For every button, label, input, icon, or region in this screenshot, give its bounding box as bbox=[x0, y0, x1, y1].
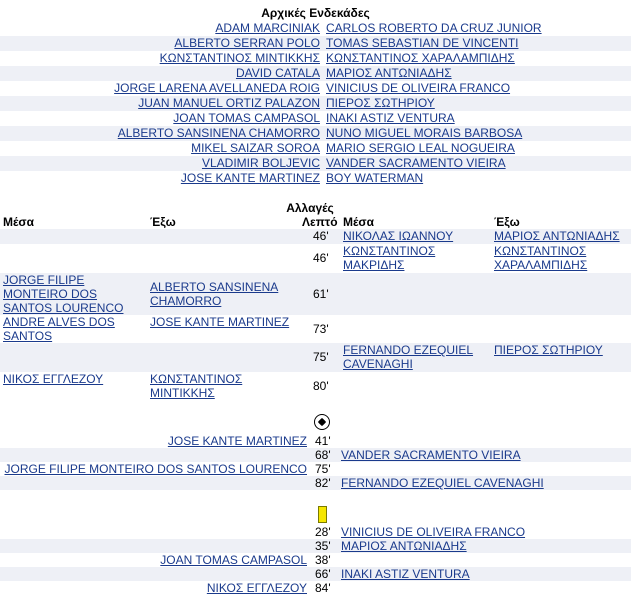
lineup-away-player[interactable]: ΜΑΡΙΟΣ ΑΝΤΩΝΙΑΔΗΣ bbox=[326, 66, 452, 80]
card-player-left[interactable]: JOAN TOMAS CAMPASOL bbox=[160, 553, 307, 567]
sub-out-right[interactable]: ΚΩΝΣΤΑΝΤΙΝΟΣ ΧΑΡΑΛΑΜΠΙΔΗΣ bbox=[494, 244, 588, 272]
subs-header-out-left: Έξω bbox=[150, 215, 176, 229]
card-minute: 66' bbox=[315, 567, 331, 581]
lineup-away-player[interactable]: ΚΩΝΣΤΑΝΤΙΝΟΣ ΧΑΡΑΛΑΜΠΙΔΗΣ bbox=[326, 51, 515, 65]
card-player-right[interactable]: ΜΑΡΙΟΣ ΑΝΤΩΝΙΑΔΗΣ bbox=[341, 539, 467, 553]
subs-header-out-right: Έξω bbox=[494, 215, 520, 229]
sub-out-right[interactable]: ΠΙΕΡΟΣ ΣΩΤΗΡΙΟΥ bbox=[494, 343, 603, 357]
card-minute: 84' bbox=[315, 581, 331, 595]
lineup-home-player[interactable]: JOSE KANTE MARTINEZ bbox=[180, 171, 320, 185]
lineup-home-player[interactable]: VLADIMIR BOLJEVIC bbox=[201, 156, 320, 170]
lineup-home-player[interactable]: ADAM MARCINIAK bbox=[215, 21, 320, 35]
card-minute: 35' bbox=[315, 539, 331, 553]
lineup-away-player[interactable]: VANDER SACRAMENTO VIEIRA bbox=[326, 156, 506, 170]
sub-in-right[interactable]: ΝΙΚΟΛΑΣ ΙΩΑΝΝΟΥ bbox=[343, 229, 454, 243]
sub-minute: 75' bbox=[313, 350, 329, 364]
sub-out-left[interactable]: ΚΩΝΣΤΑΝΤΙΝΟΣ ΜΙΝΤΙΚΚΗΣ bbox=[150, 372, 243, 400]
lineup-home-player[interactable]: JORGE LARENA AVELLANEDA ROIG bbox=[114, 81, 320, 95]
lineup-home-player[interactable]: MIKEL SAIZAR SOROA bbox=[191, 141, 320, 155]
goal-player-right[interactable]: FERNANDO EZEQUIEL CAVENAGHI bbox=[341, 476, 544, 490]
sub-in-left[interactable]: ANDRE ALVES DOS SANTOS bbox=[3, 315, 115, 343]
goal-player-left[interactable]: JOSE KANTE MARTINEZ bbox=[167, 434, 307, 448]
football-icon bbox=[314, 414, 330, 430]
card-minute: 38' bbox=[315, 553, 331, 567]
subs-header-in-left: Μέσα bbox=[3, 215, 34, 229]
sub-minute: 46' bbox=[313, 229, 329, 243]
lineup-away-player[interactable]: BOY WATERMAN bbox=[326, 171, 424, 185]
lineup-away-player[interactable]: TOMAS SEBASTIAN DE VINCENTI bbox=[326, 36, 519, 50]
yellow-card-icon bbox=[318, 506, 327, 523]
sub-minute: 61' bbox=[313, 286, 329, 301]
sub-out-left[interactable]: ALBERTO SANSINENA CHAMORRO bbox=[150, 280, 279, 308]
lineup-away-player[interactable]: MARIO SERGIO LEAL NOGUEIRA bbox=[326, 141, 515, 155]
subs-header-in-right: Μέσα bbox=[343, 215, 374, 229]
card-player-left[interactable]: ΝΙΚΟΣ ΕΓΓΛΕΖΟΥ bbox=[206, 581, 307, 595]
sub-in-left[interactable]: ΝΙΚΟΣ ΕΓΓΛΕΖΟΥ bbox=[3, 372, 104, 386]
card-player-right[interactable]: VINICIUS DE OLIVEIRA FRANCO bbox=[341, 525, 526, 539]
sub-out-left[interactable]: JOSE KANTE MARTINEZ bbox=[150, 315, 290, 329]
lineup-away-player[interactable]: VINICIUS DE OLIVEIRA FRANCO bbox=[326, 81, 511, 95]
sub-minute: 46' bbox=[313, 251, 329, 265]
sub-out-right[interactable]: ΜΑΡΙΟΣ ΑΝΤΩΝΙΑΔΗΣ bbox=[494, 229, 620, 243]
subs-header-minute: Λεπτό bbox=[302, 215, 338, 229]
sub-in-right[interactable]: ΚΩΝΣΤΑΝΤΙΝΟΣ ΜΑΚΡΙΔΗΣ bbox=[343, 244, 436, 272]
lineup-home-player[interactable]: JOAN TOMAS CAMPASOL bbox=[173, 111, 320, 125]
lineup-home-player[interactable]: ΚΩΝΣΤΑΝΤΙΝΟΣ ΜΙΝΤΙΚΚΗΣ bbox=[159, 51, 320, 65]
lineups-title: Αρχικές Ενδεκάδες bbox=[261, 6, 370, 20]
goal-minute: 75' bbox=[315, 462, 331, 476]
sub-in-left[interactable]: JORGE FILIPE MONTEIRO DOS SANTOS LOURENCO bbox=[3, 273, 124, 315]
goal-minute: 82' bbox=[315, 476, 331, 490]
goal-minute: 41' bbox=[315, 434, 331, 448]
goal-minute: 68' bbox=[315, 448, 331, 462]
goal-player-right[interactable]: VANDER SACRAMENTO VIEIRA bbox=[341, 448, 521, 462]
sub-minute: 73' bbox=[313, 321, 329, 336]
lineup-home-player[interactable]: DAVID CATALA bbox=[235, 66, 320, 80]
sub-in-right[interactable]: FERNANDO EZEQUIEL CAVENAGHI bbox=[343, 343, 474, 371]
lineup-home-player[interactable]: ALBERTO SANSINENA CHAMORRO bbox=[117, 126, 320, 140]
sub-minute: 80' bbox=[313, 379, 329, 393]
card-minute: 28' bbox=[315, 525, 331, 539]
subs-title: Αλλαγές bbox=[286, 201, 334, 215]
lineup-away-player[interactable]: CARLOS ROBERTO DA CRUZ JUNIOR bbox=[326, 21, 542, 35]
goal-player-left[interactable]: JORGE FILIPE MONTEIRO DOS SANTOS LOURENCO bbox=[4, 462, 307, 476]
lineup-away-player[interactable]: INAKI ASTIZ VENTURA bbox=[326, 111, 455, 125]
lineup-away-player[interactable]: ΠΙΕΡΟΣ ΣΩΤΗΡΙΟΥ bbox=[326, 96, 435, 110]
lineup-away-player[interactable]: NUNO MIGUEL MORAIS BARBOSA bbox=[326, 126, 523, 140]
lineup-home-player[interactable]: JUAN MANUEL ORTIZ PALAZON bbox=[138, 96, 320, 110]
card-player-right[interactable]: INAKI ASTIZ VENTURA bbox=[341, 567, 470, 581]
lineup-home-player[interactable]: ALBERTO SERRAN POLO bbox=[174, 36, 320, 50]
